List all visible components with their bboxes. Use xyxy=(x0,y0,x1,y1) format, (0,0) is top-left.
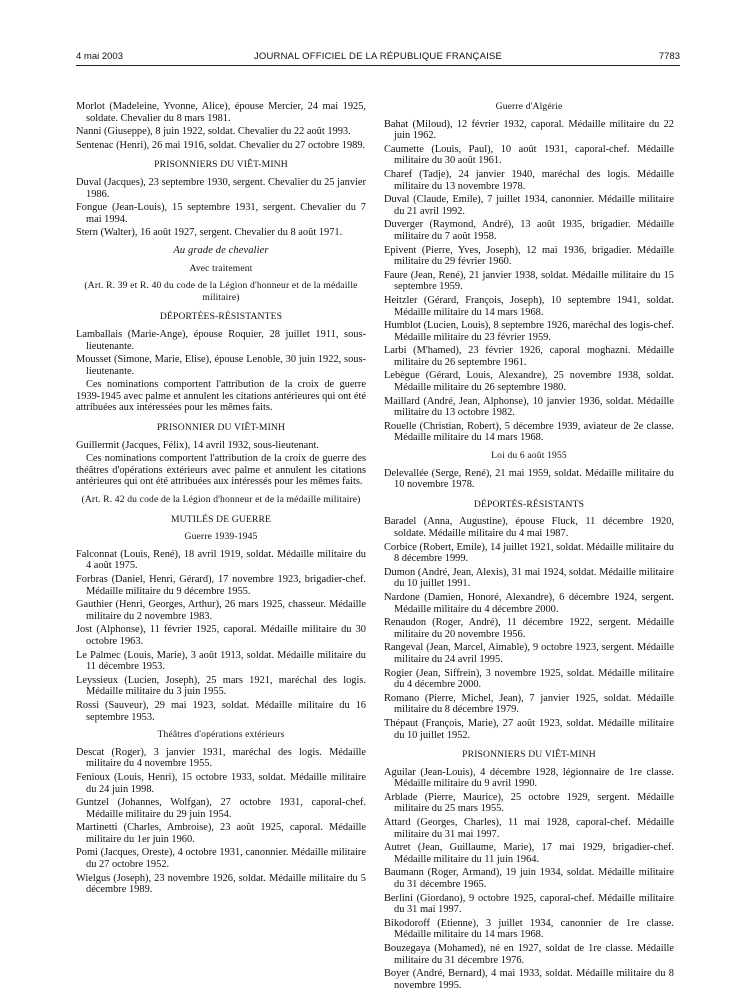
decoration-entry: Corbice (Robert, Emile), 14 juillet 1921, soldat. Médaille militaire du 8 décembre 1999. xyxy=(384,541,674,565)
header-journal-title: JOURNAL OFFICIEL DE LA RÉPUBLIQUE FRANÇAISE xyxy=(253,51,503,62)
decoration-entry: Berlini (Giordano), 9 octobre 1925, caporal-chef. Médaille militaire du 31 mai 1997. xyxy=(384,892,674,916)
decoration-entry: Caumette (Louis, Paul), 10 août 1931, caporal-chef. Médaille militaire du 30 août 1961. xyxy=(384,143,674,167)
decoration-entry: Duverger (Raymond, André), 13 août 1935, brigadier. Médaille militaire du 7 août 1958. xyxy=(384,219,674,242)
header-page-number: 7783 xyxy=(658,51,680,62)
decoration-entry: Sentenac (Henri), 26 mai 1916, soldat. Chevalier du 27 octobre 1989. xyxy=(76,139,366,151)
decoration-entry: Baradel (Anna, Augustine), épouse Fluck, 11 décembre 1920, soldate. Médaille militaire du 4 mai 1987. xyxy=(384,516,674,539)
left-column xyxy=(76,101,366,898)
decoration-entry: Arblade (Pierre, Maurice), 25 octobre 1929, sergent. Médaille militaire du 25 mars 1955. xyxy=(384,791,674,815)
decoration-entry: Leyssieux (Lucien, Joseph), 25 mars 1921, maréchal des logis. Médaille militaire du 3 juin 1955. xyxy=(76,674,366,698)
decoration-entry: Larbi (M'hamed), 23 février 1926, caporal moghazni. Médaille militaire du 26 septembre 1961. xyxy=(384,345,674,368)
decoration-entry: Martinetti (Charles, Ambroise), 23 août 1925, caporal. Médaille militaire du 1er juin 1960. xyxy=(76,822,366,845)
header-rule xyxy=(76,65,680,66)
decoration-entry: Bahat (Miloud), 12 février 1932, caporal. Médaille militaire du 22 juin 1962. xyxy=(384,118,674,142)
decoration-entry: Charef (Tadje), 24 janvier 1940, maréchal des logis. Médaille militaire du 13 novembre 1978. xyxy=(384,168,674,192)
decoration-entry: Baumann (Roger, Armand), 19 juin 1934, soldat. Médaille militaire du 31 décembre 1965. xyxy=(384,867,674,891)
decoration-entry: Boyer (André, Bernard), 4 mai 1933, soldat. Médaille militaire du 8 novembre 1995. xyxy=(384,968,674,991)
page-header xyxy=(76,51,680,65)
decoration-entry: Jost (Alphonse), 11 février 1925, caporal. Médaille militaire du 30 octobre 1963. xyxy=(76,624,366,647)
decoration-entry: Guillermit (Jacques, Félix), 14 avril 1932, sous-lieutenant. xyxy=(76,439,319,451)
section-heading: PRISONNIER DU VIÊT-MINH xyxy=(156,422,286,434)
section-heading: DÉPORTÉS-RÉSISTANTS xyxy=(473,498,585,510)
note-paragraph: Ces nominations comportent l'attribution de la croix de guerre des théâtres d'opérations extérieurs avec palme et annulent les citations antérieures qui ont été attribuées aux intéressés pour les mêmes faits. xyxy=(76,453,366,488)
decoration-entry: Guntzel (Johannes, Wolfgan), 27 octobre 1931, caporal-chef. Médaille militaire du 29 juin 1954. xyxy=(76,797,366,820)
decoration-entry: Lamballais (Marie-Ange), épouse Roquier, 28 juillet 1911, sous-lieutenante. xyxy=(76,328,366,352)
decoration-entry: Thépaut (François, Marie), 27 août 1923, soldat. Médaille militaire du 10 juillet 1952. xyxy=(384,717,674,741)
decoration-entry: Duval (Claude, Emile), 7 juillet 1934, canonnier. Médaille militaire du 21 avril 1992. xyxy=(384,194,674,217)
subsection-heading: Théâtres d'opérations extérieurs xyxy=(157,729,285,741)
grade-heading: Au grade de chevalier xyxy=(173,244,269,256)
decoration-entry: Fenioux (Louis, Henri), 15 octobre 1933, soldat. Médaille militaire du 24 juin 1998. xyxy=(76,771,366,795)
note-paragraph: Ces nominations comportent l'attribution de la croix de guerre 1939-1945 avec palme et annulent les citations antérieures qui ont été attribuées aux intéressées pour les mêmes faits. xyxy=(76,379,366,414)
decoration-entry: Aguilar (Jean-Louis), 4 décembre 1928, légionnaire de 1re classe. Médaille militaire du 9 avril 1990. xyxy=(384,766,674,790)
decoration-entry: Nanni (Giuseppe), 8 juin 1922, soldat. Chevalier du 22 août 1993. xyxy=(76,126,351,138)
decoration-entry: Fongue (Jean-Louis), 15 septembre 1931, sergent. Chevalier du 7 mai 1994. xyxy=(76,202,366,225)
decoration-entry: Humblot (Lucien, Louis), 8 septembre 1926, maréchal des logis-chef. Médaille militaire du 23 février 1959. xyxy=(384,320,674,343)
decoration-entry: Forbras (Daniel, Henri, Gérard), 17 novembre 1923, brigadier-chef. Médaille militaire du 9 décembre 1955. xyxy=(76,574,366,597)
section-heading: MUTILÉS DE GUERRE xyxy=(170,513,272,525)
decoration-entry: Duval (Jacques), 23 septembre 1930, sergent. Chevalier du 25 janvier 1986. xyxy=(76,176,366,200)
decoration-entry: Heitzler (Gérard, François, Joseph), 10 septembre 1941, soldat. Médaille militaire du 14 mars 1968. xyxy=(384,294,674,318)
header-date: 4 mai 2003 xyxy=(76,51,124,62)
subsection-heading: Guerre 1939-1945 xyxy=(184,531,258,543)
decoration-entry: Attard (Georges, Charles), 11 mai 1928, caporal-chef. Médaille militaire du 31 mai 1997. xyxy=(384,817,674,840)
decoration-entry: Le Palmec (Louis, Marie), 3 août 1913, soldat. Médaille militaire du 11 décembre 1953. xyxy=(76,649,366,673)
decoration-entry: Pomi (Jacques, Oreste), 4 octobre 1931, canonnier. Médaille militaire du 27 octobre 1952. xyxy=(76,847,366,871)
decoration-entry: Gauthier (Henri, Georges, Arthur), 26 mars 1925, chasseur. Médaille militaire du 2 novembre 1983. xyxy=(76,599,366,622)
section-heading: DÉPORTÉES-RÉSISTANTES xyxy=(159,311,283,323)
decoration-entry: Autret (Jean, Guillaume, Marie), 17 mai 1929, brigadier-chef. Médaille militaire du 11 juin 1964. xyxy=(384,842,674,865)
decoration-entry: Dumon (André, Jean, Alexis), 31 mai 1924, soldat. Médaille militaire du 10 juillet 1991. xyxy=(384,566,674,590)
decoration-entry: Rogier (Jean, Siffrein), 3 novembre 1925, soldat. Médaille militaire du 4 décembre 2000. xyxy=(384,667,674,691)
decoration-entry: Romano (Pierre, Michel, Jean), 7 janvier 1925, soldat. Médaille militaire du 8 décembre 1979. xyxy=(384,692,674,716)
decoration-entry: Lebègue (Gérard, Louis, Alexandre), 25 novembre 1938, soldat. Médaille militaire du 26 septembre 1980. xyxy=(384,370,674,394)
decoration-entry: Descat (Roger), 3 janvier 1931, maréchal des logis. Médaille militaire du 4 novembre 1955. xyxy=(76,746,366,770)
right-column xyxy=(384,101,674,993)
subsection-heading: Loi du 6 août 1955 xyxy=(491,450,567,462)
subsection-heading: (Art. R. 42 du code de la Légion d'honneur et de la médaille militaire) xyxy=(81,494,361,506)
decoration-entry: Renaudon (Roger, André), 11 décembre 1922, sergent. Médaille militaire du 20 novembre 1956. xyxy=(384,617,674,640)
decoration-entry: Maillard (André, Jean, Alphonse), 10 janvier 1936, soldat. Médaille militaire du 13 octobre 1982. xyxy=(384,395,674,419)
decoration-entry: Mousset (Simone, Marie, Elise), épouse Lenoble, 30 juin 1922, sous-lieutenante. xyxy=(76,354,366,377)
decoration-entry: Bouzegaya (Mohamed), né en 1927, soldat de 1re classe. Médaille militaire du 31 décembre 1976. xyxy=(384,943,674,966)
decoration-entry: Rangeval (Jean, Marcel, Aimable), 9 octobre 1923, sergent. Médaille militaire du 24 avril 1995. xyxy=(384,642,674,665)
subsection-heading: Avec traitement xyxy=(189,262,253,274)
decoration-entry: Stern (Walter), 16 août 1927, sergent. Chevalier du 8 août 1971. xyxy=(76,227,343,239)
decoration-entry: Faure (Jean, René), 21 janvier 1938, soldat. Médaille militaire du 15 septembre 1959. xyxy=(384,269,674,293)
subsection-heading: Guerre d'Algérie xyxy=(495,101,563,112)
decoration-entry: Wielgus (Joseph), 23 novembre 1926, soldat. Médaille militaire du 5 décembre 1989. xyxy=(76,872,366,896)
decoration-entry: Rouelle (Christian, Robert), 5 décembre 1939, aviateur de 2e classe. Médaille militaire du 14 mars 1968. xyxy=(384,420,674,444)
subsection-heading: (Art. R. 39 et R. 40 du code de la Légion d'honneur et de la médaille militaire) xyxy=(84,280,358,303)
decoration-entry: Rossi (Sauveur), 29 mai 1923, soldat. Médaille militaire du 16 septembre 1953. xyxy=(76,699,366,723)
decoration-entry: Morlot (Madeleine, Yvonne, Alice), épouse Mercier, 24 mai 1925, soldate. Chevalier du 8 mars 1981. xyxy=(76,101,366,124)
decoration-entry: Falconnat (Louis, René), 18 avril 1919, soldat. Médaille militaire du 4 août 1975. xyxy=(76,548,366,572)
decoration-entry: Nardone (Damien, Honoré, Alexandre), 6 décembre 1924, sergent. Médaille militaire du 4 décembre 2000. xyxy=(384,591,674,615)
decoration-entry: Delevallée (Serge, René), 21 mai 1959, soldat. Médaille militaire du 10 novembre 1978. xyxy=(384,467,674,491)
decoration-entry: Bikodoroff (Etienne), 3 juillet 1934, canonnier de 1re classe. Médaille militaire du 14 mars 1968. xyxy=(384,917,674,941)
decoration-entry: Epivent (Pierre, Yves, Joseph), 12 mai 1936, brigadier. Médaille militaire du 29 février 1960. xyxy=(384,244,674,268)
section-heading: PRISONNIERS DU VIÊT-MINH xyxy=(462,749,596,761)
section-heading: PRISONNIERS DU VIÊT-MINH xyxy=(154,159,288,171)
